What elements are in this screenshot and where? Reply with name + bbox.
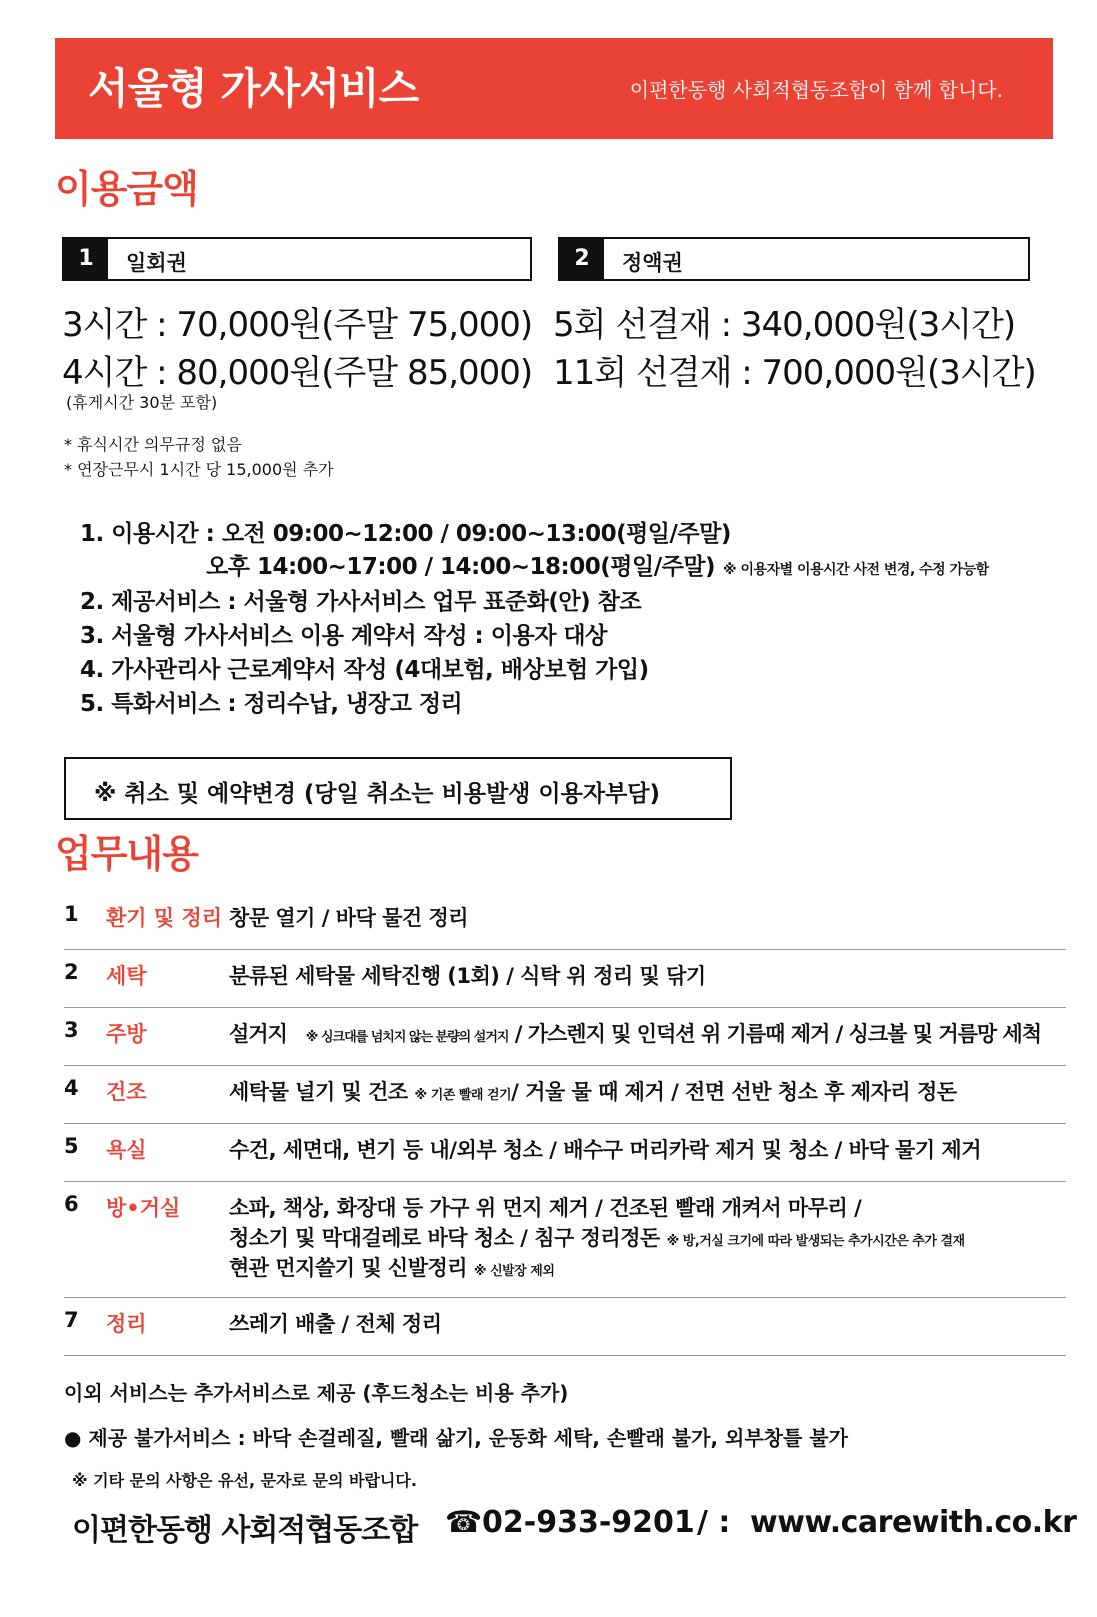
row-category: 욕실	[106, 1138, 147, 1162]
info-contract: 3. 서울형 가사서비스 이용 계약서 작성 : 이용자 대상	[80, 623, 607, 649]
row-category: 주방	[106, 1022, 147, 1046]
info-special: 5. 특화서비스 : 정리수납, 냉장고 정리	[80, 691, 463, 717]
price-4h: 4시간 : 80,000원(주말 85,000)	[62, 353, 533, 393]
plan-number: 1	[64, 239, 108, 279]
price-11-prepaid: 11회 선결재 : 700,000원(3시간)	[553, 353, 1036, 393]
info-hours: 1. 이용시간 : 오전 09:00~12:00 / 09:00~13:00(평일/주말)	[80, 521, 731, 547]
footer-separator: / :	[697, 1505, 731, 1540]
row-number: 3	[64, 1018, 79, 1042]
pricing-section-title: 이용금액	[55, 167, 198, 211]
row-note: ※ 방,거실 크기에 따라 발생되는 추가시간은 추가 결재	[666, 1234, 965, 1249]
row-description: 세탁물 널기 및 건조 ※ 기존 빨래 걷기/ 거울 물 때 제거 / 전면 선반 청소 후 제자리 정돈	[229, 1080, 957, 1104]
tasks-section-title: 업무내용	[55, 832, 198, 876]
divider	[64, 1297, 1066, 1298]
row-number: 6	[64, 1192, 79, 1216]
row-number: 4	[64, 1076, 79, 1100]
price-3h: 3시간 : 70,000원(주말 75,000)	[62, 305, 533, 345]
phone-icon: ☎	[445, 1505, 483, 1540]
plan-label: 정액권	[622, 251, 683, 275]
row-number: 7	[64, 1308, 79, 1332]
divider	[64, 1181, 1066, 1182]
divider	[64, 1065, 1066, 1066]
cancel-notice-box	[64, 757, 732, 820]
hours-change-note: ※ 이용자별 이용시간 사전 변경, 수정 가능함	[723, 562, 989, 578]
row-number: 5	[64, 1134, 79, 1158]
note-rest: * 휴식시간 의무규정 없음	[64, 435, 242, 454]
row-description: 쓰레기 배출 / 전체 정리	[229, 1312, 442, 1336]
header-banner	[55, 38, 1053, 139]
row-note: ※ 신발장 제외	[473, 1264, 555, 1279]
row-number: 2	[64, 960, 79, 984]
info-hours-afternoon: 오후 14:00~17:00 / 14:00~18:00(평일/주말) ※ 이용자별 이용시간 사전 변경, 수정 가능함	[206, 554, 989, 580]
page-title: 서울형 가사서비스	[88, 64, 419, 113]
row-category: 정리	[106, 1312, 147, 1336]
row-description: 소파, 책상, 화장대 등 가구 위 먼지 제거 / 건조된 빨래 개켜서 마무리 /	[229, 1196, 862, 1220]
divider	[64, 1123, 1066, 1124]
row-category: 세탁	[106, 964, 147, 988]
website-link[interactable]: www.carewith.co.kr	[750, 1505, 1077, 1540]
divider	[64, 1355, 1066, 1356]
plan-subscription-box	[558, 237, 1030, 281]
inquiry-note: ※ 기타 문의 사항은 유선, 문자로 문의 바랍니다.	[72, 1471, 417, 1490]
cancel-notice: ※ 취소 및 예약변경 (당일 취소는 비용발생 이용자부담)	[94, 781, 661, 807]
plan-number: 2	[560, 239, 604, 279]
divider	[64, 949, 1066, 950]
row-description: 창문 열기 / 바닥 물건 정리	[229, 906, 469, 930]
row-number: 1	[64, 902, 79, 926]
header-tagline: 이편한동행 사회적협동조합이 함께 합니다.	[629, 78, 1003, 102]
row-category: 방•거실	[106, 1196, 181, 1220]
plan-label: 일회권	[126, 251, 187, 275]
row-description: 설거지 ※ 싱크대를 넘치지 않는 분량의 설거지 / 가스렌지 및 인덕션 위 기름때 제거 / 싱크볼 및 거름망 세척	[229, 1022, 1042, 1046]
extra-service-note: 이외 서비스는 추가서비스로 제공 (후드청소는 비용 추가)	[64, 1381, 569, 1405]
info-service: 2. 제공서비스 : 서울형 가사서비스 업무 표준화(안) 참조	[80, 589, 642, 615]
row-description: 수건, 세면대, 변기 등 내/외부 청소 / 배수구 머리카락 제거 및 청소 / 바닥 물기 제거	[229, 1138, 981, 1162]
phone-number[interactable]: 02-933-9201	[482, 1505, 695, 1540]
row-category: 환기 및 정리	[106, 906, 223, 930]
divider	[64, 1007, 1066, 1008]
price-5-prepaid: 5회 선결재 : 340,000원(3시간)	[553, 305, 1016, 345]
plan-one-time-box	[62, 237, 532, 281]
note-overtime: * 연장근무시 1시간 당 15,000원 추가	[64, 460, 334, 479]
row-description: 청소기 및 막대걸레로 바닥 청소 / 침구 정리정돈 ※ 방,거실 크기에 따라 발생되는 추가시간은 추가 결재	[229, 1226, 965, 1250]
row-note: ※ 기존 빨래 걷기	[414, 1088, 512, 1103]
row-note: ※ 싱크대를 넘치지 않는 분량의 설거지	[305, 1030, 509, 1045]
unavailable-services: ● 제공 불가서비스 : 바닥 손걸레질, 빨래 삶기, 운동화 세탁, 손빨래 불가, 외부창틀 불가	[64, 1426, 848, 1450]
organization-name: 이편한동행 사회적협동조합	[72, 1513, 418, 1548]
break-time-note: (휴게시간 30분 포함)	[66, 393, 218, 412]
info-labor-contract: 4. 가사관리사 근로계약서 작성 (4대보험, 배상보험 가입)	[80, 657, 649, 683]
row-description: 현관 먼지쓸기 및 신발정리 ※ 신발장 제외	[229, 1256, 555, 1280]
row-description: 분류된 세탁물 세탁진행 (1회) / 식탁 위 정리 및 닦기	[229, 964, 706, 988]
row-category: 건조	[106, 1080, 147, 1104]
